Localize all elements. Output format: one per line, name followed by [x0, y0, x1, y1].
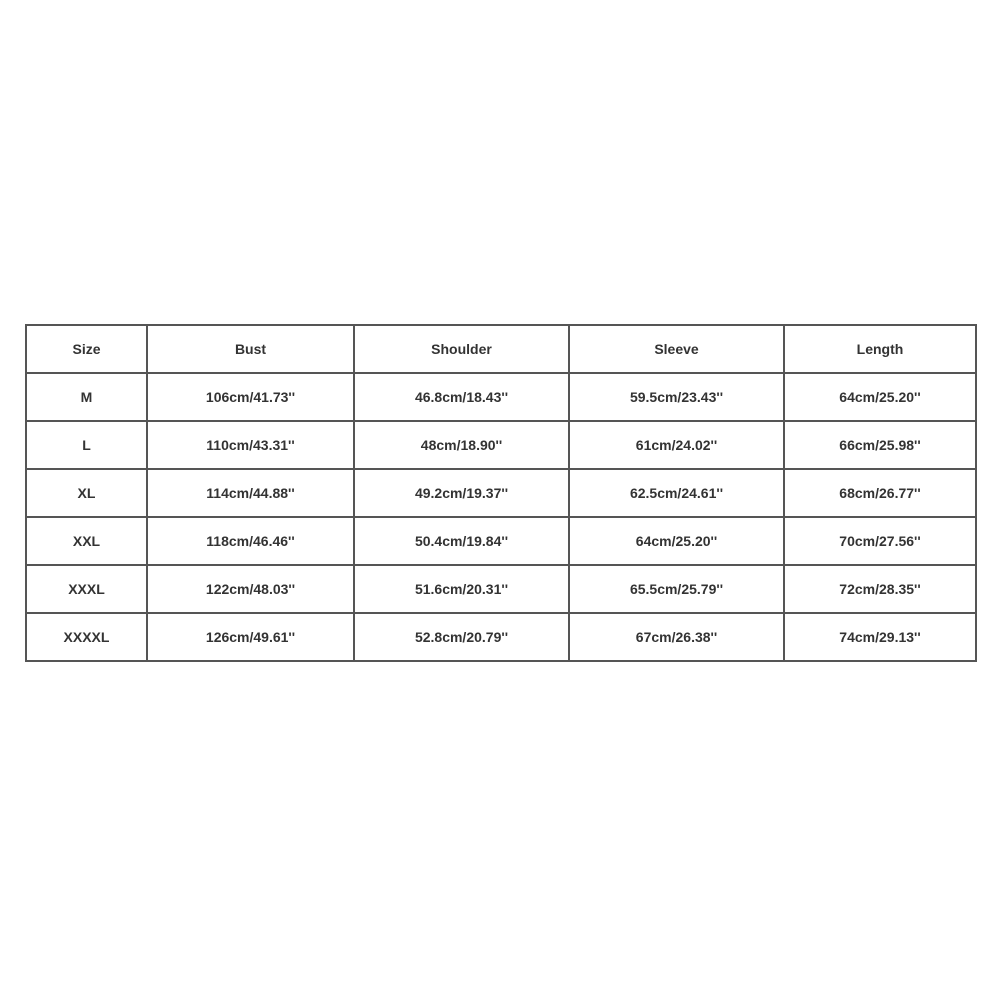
shoulder-cell: 46.8cm/18.43'' — [354, 373, 569, 421]
length-cell: 72cm/28.35'' — [784, 565, 976, 613]
header-sleeve: Sleeve — [569, 325, 784, 373]
table-row — [26, 565, 976, 613]
sleeve-cell: 64cm/25.20'' — [569, 517, 784, 565]
length-cell: 66cm/25.98'' — [784, 421, 976, 469]
size-cell: L — [26, 421, 147, 469]
header-bust: Bust — [147, 325, 354, 373]
size-cell: XL — [26, 469, 147, 517]
table-row — [26, 421, 976, 469]
header-shoulder: Shoulder — [354, 325, 569, 373]
length-cell: 74cm/29.13'' — [784, 613, 976, 661]
header-row — [26, 325, 976, 373]
size-cell: M — [26, 373, 147, 421]
size-chart-table — [25, 324, 977, 662]
shoulder-cell: 49.2cm/19.37'' — [354, 469, 569, 517]
header-length: Length — [784, 325, 976, 373]
table-row — [26, 469, 976, 517]
shoulder-cell: 48cm/18.90'' — [354, 421, 569, 469]
sleeve-cell: 59.5cm/23.43'' — [569, 373, 784, 421]
table-row — [26, 517, 976, 565]
length-cell: 70cm/27.56'' — [784, 517, 976, 565]
shoulder-cell: 50.4cm/19.84'' — [354, 517, 569, 565]
sleeve-cell: 61cm/24.02'' — [569, 421, 784, 469]
sleeve-cell: 65.5cm/25.79'' — [569, 565, 784, 613]
bust-cell: 110cm/43.31'' — [147, 421, 354, 469]
bust-cell: 114cm/44.88'' — [147, 469, 354, 517]
table-row — [26, 613, 976, 661]
sleeve-cell: 67cm/26.38'' — [569, 613, 784, 661]
length-cell: 68cm/26.77'' — [784, 469, 976, 517]
size-cell: XXXL — [26, 565, 147, 613]
size-cell: XXL — [26, 517, 147, 565]
bust-cell: 122cm/48.03'' — [147, 565, 354, 613]
shoulder-cell: 51.6cm/20.31'' — [354, 565, 569, 613]
bust-cell: 106cm/41.73'' — [147, 373, 354, 421]
length-cell: 64cm/25.20'' — [784, 373, 976, 421]
bust-cell: 118cm/46.46'' — [147, 517, 354, 565]
size-cell: XXXXL — [26, 613, 147, 661]
sleeve-cell: 62.5cm/24.61'' — [569, 469, 784, 517]
table-row — [26, 373, 976, 421]
header-size: Size — [26, 325, 147, 373]
bust-cell: 126cm/49.61'' — [147, 613, 354, 661]
shoulder-cell: 52.8cm/20.79'' — [354, 613, 569, 661]
